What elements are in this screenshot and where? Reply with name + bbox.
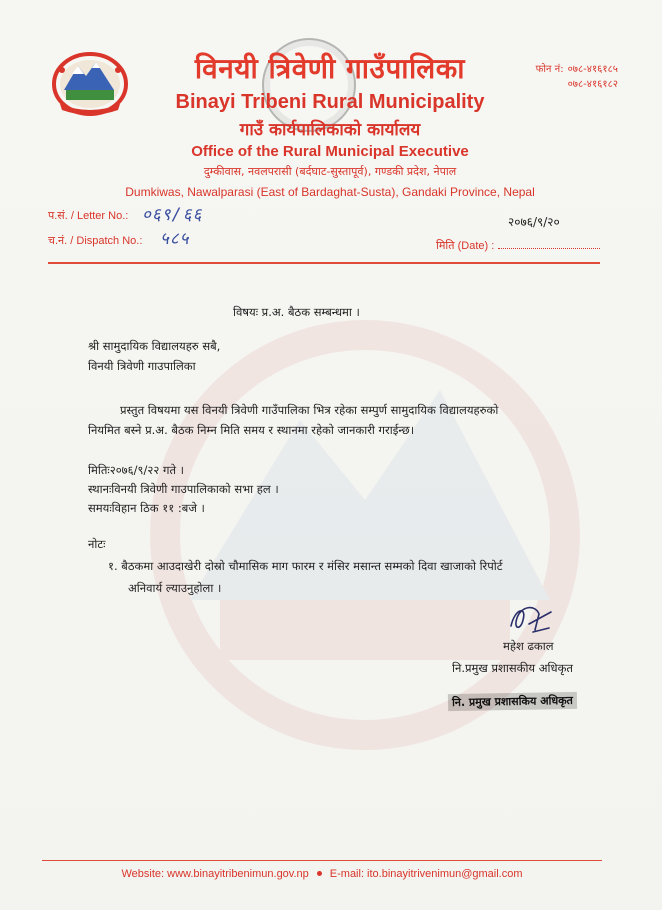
office-name-english: Office of the Rural Municipal Executive (191, 143, 469, 160)
note-1-line-1: १. बैठकमा आउदाखेरी दोस्रो चौमासिक माग फारम र मंसिर मसान्त सम्मको दिवा खाजाको रिपोर्ट (108, 559, 503, 573)
footer-contact (42, 868, 602, 880)
date-field (436, 238, 600, 253)
municipality-name-nepali: विनयी त्रिवेणी गाउँपालिका (194, 52, 466, 85)
meeting-time: समयःविहान ठिक ११ :बजे । (88, 501, 205, 515)
recipient-line-1: श्री सामुदायिक विद्यालयहरु सबै, (88, 339, 221, 353)
letter-no-label: प.सं. / Letter No.: (48, 210, 129, 222)
note-1-line-2: अनिवार्य ल्याउनुहोला । (128, 581, 222, 595)
handwritten-signature (505, 600, 555, 640)
recipient-line-2: विनयी त्रिवेणी गाउपालिका (88, 359, 196, 373)
municipality-name-english: Binayi Tribeni Rural Municipality (175, 91, 485, 113)
date-value: २०७६/९/२० (508, 215, 560, 229)
signatory-name: महेश ढकाल (503, 639, 554, 653)
address-nepali: दुम्कीवास, नवलपरासी (बर्दघाट-सुस्तापूर्व), गण्डकी प्रदेश, नेपाल (203, 165, 457, 178)
date-label: मिति (Date) : (436, 240, 495, 252)
address-english: Dumkiwas, Nawalparasi (East of Bardaghat-Susta), Gandaki Province, Nepal (125, 185, 535, 199)
bullet-separator-icon (317, 871, 322, 876)
email-text: E-mail: ito.binayitrivenimun@gmail.com (329, 868, 523, 880)
signatory-designation: नि.प्रमुख प्रशासकीय अधिकृत (452, 661, 573, 675)
designation-stamp: नि. प्रमुख प्रशासकिय अधिकृत (448, 692, 577, 711)
phone-number-1: ०७८-४१६१८५ (567, 64, 618, 75)
website-text: Website: www.binayitribenimun.gov.np (121, 868, 309, 880)
paragraph-line-2: नियमित बस्ने प्र.अ. बैठक निम्न मिति समय र स्थानमा रहेको जानकारी गराईन्छ। (88, 423, 415, 437)
note-label: नोटः (88, 537, 106, 551)
footer-divider (42, 860, 602, 861)
office-name-nepali: गाउँ कार्यपालिकाको कार्यालय (239, 120, 421, 140)
meeting-date: मितिः२०७६/९/२२ गते । (88, 463, 185, 477)
meeting-place: स्थानःविनयी त्रिवेणी गाउपालिकाको सभा हल । (88, 482, 279, 496)
header-divider (48, 262, 600, 264)
date-dotted-line (498, 238, 600, 249)
government-emblem-icon (50, 50, 130, 116)
phone-number-2: ०७८-४१६१८२ (567, 79, 618, 90)
letter-no-value: ०६९/६६ (142, 205, 203, 225)
dispatch-no-label: च.नं. / Dispatch No.: (48, 235, 143, 247)
paragraph-line-1: प्रस्तुत विषयमा यस विनयी त्रिवेणी गाउँपालिका भित्र रहेका सम्पुर्ण सामुदायिक विद्यालयहरुको (120, 403, 499, 417)
dispatch-no-value: ५८५ (160, 229, 190, 249)
subject-line: विषयः प्र.अ. बैठक सम्बन्धमा । (233, 305, 360, 319)
phone-block (506, 62, 618, 92)
phone-label: फोन नं: (535, 64, 564, 75)
